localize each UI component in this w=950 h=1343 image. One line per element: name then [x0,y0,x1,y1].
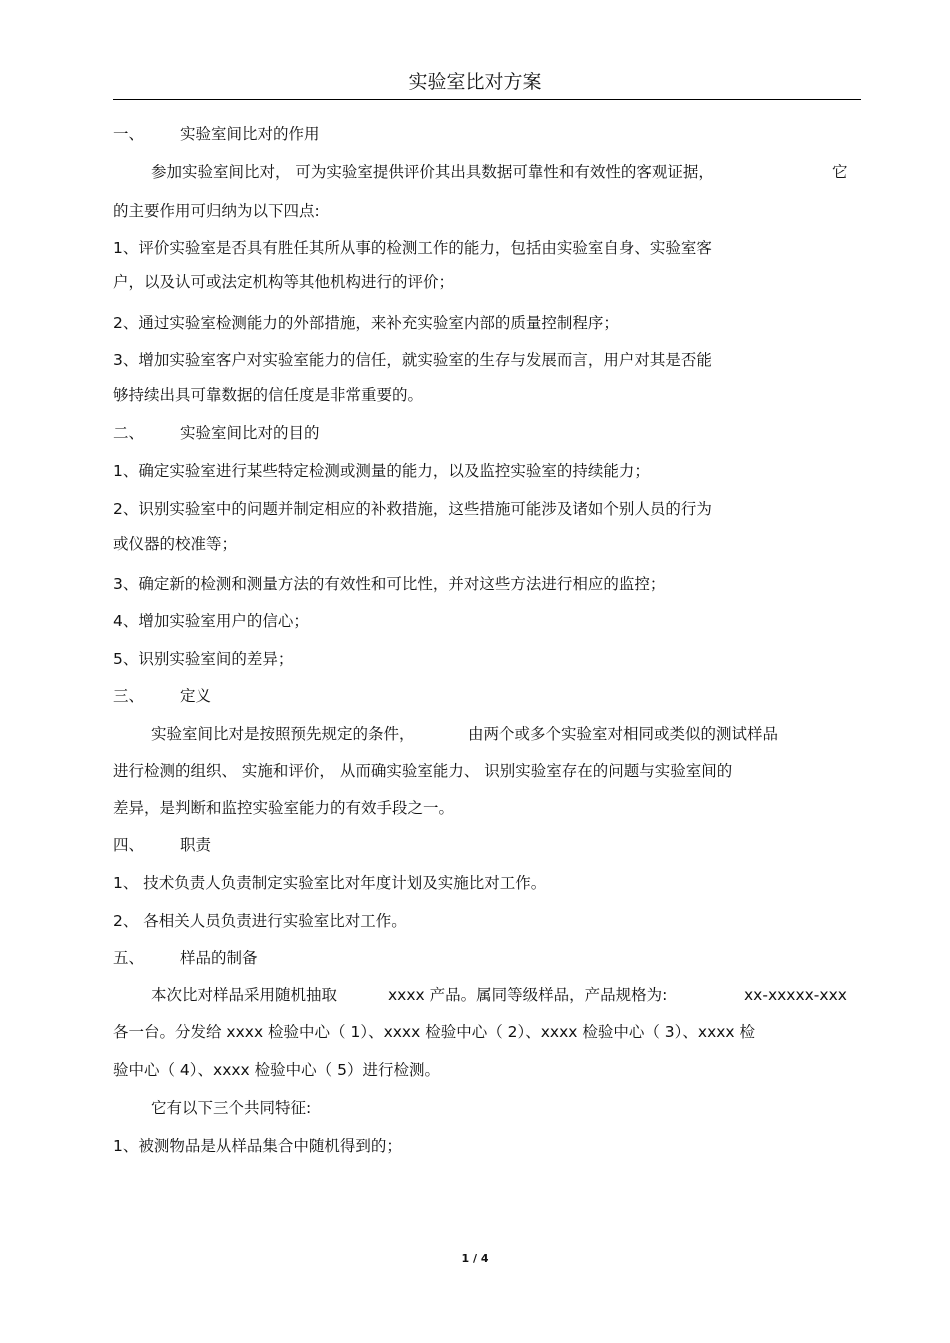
section-2-number: 二、 [113,424,145,442]
section-4-item-1: 1、 技术负责人负责制定实验室比对年度计划及实施比对工作。 [113,874,547,892]
section-2-item-1: 1、确定实验室进行某些特定检测或测量的能力，以及监控实验室的持续能力； [113,462,650,480]
section-1-intro-line-1a: 参加实验室间比对， 可为实验室提供评价其出具数据可靠性和有效性的客观证据， [151,163,714,181]
section-2-heading [113,421,320,445]
section-1-item-1-line-1: 1、评价实验室是否具有胜任其所从事的检测工作的能力，包括由实验室自身、实验室客 [113,239,712,257]
section-4-number: 四、 [113,836,145,854]
section-2-item-2-line-1: 2、识别实验室中的问题并制定相应的补救措施，这些措施可能涉及诸如个别人员的行为 [113,500,712,518]
section-1-item-2: 2、通过实验室检测能力的外部措施，来补充实验室内部的质量控制程序； [113,314,619,332]
section-5-title: 样品的制备 [180,949,258,967]
section-4-heading [113,833,211,857]
section-5-heading [113,946,258,970]
section-5-para-line-1b: xxxx 产品。属同等级样品，产品规格为: [388,986,668,1004]
section-3-para-line-1b: 由两个或多个实验室对相同或类似的测试样品 [468,725,779,743]
section-1-item-3-line-1: 3、增加实验室客户对实验室能力的信任，就实验室的生存与发展而言，用户对其是否能 [113,351,712,369]
section-4-title: 职责 [180,836,212,854]
section-3-number: 三、 [113,687,145,705]
title-underline [113,99,861,100]
section-5-para-line-1a: 本次比对样品采用随机抽取 [151,986,338,1004]
section-2-item-5: 5、识别实验室间的差异； [113,650,294,668]
section-1-intro-line-2: 的主要作用可归纳为以下四点: [113,202,320,220]
section-2-item-3: 3、确定新的检测和测量方法的有效性和可比性，并对这些方法进行相应的监控； [113,575,666,593]
section-5-number: 五、 [113,949,145,967]
section-3-title: 定义 [180,687,212,705]
section-1-intro-line-1b: 它 [832,163,848,181]
section-3-heading [113,684,211,708]
section-1-item-1-line-2: 户，以及认可或法定机构等其他机构进行的评价； [113,273,455,291]
section-5-para-line-3: 验中心（ 4）、xxxx 检验中心（ 5）进行检测。 [113,1061,440,1079]
section-2-item-4: 4、增加实验室用户的信心； [113,612,309,630]
section-2-title: 实验室间比对的目的 [180,424,320,442]
section-5-features-intro: 它有以下三个共同特征: [151,1099,312,1117]
section-1-heading [113,122,320,146]
section-1-number: 一、 [113,125,145,143]
section-3-para-line-1a: 实验室间比对是按照预先规定的条件， [151,725,415,743]
section-4-item-2: 2、 各相关人员负责进行实验室比对工作。 [113,912,407,930]
document-title: 实验室比对方案 [408,71,542,93]
section-5-para-line-1c: xx-xxxxx-xxx [744,986,847,1004]
section-5-para-line-2: 各一台。分发给 xxxx 检验中心（ 1）、xxxx 检验中心（ 2）、xxxx 检验中心（ 3）、xxxx 检 [113,1023,756,1041]
section-3-para-line-2: 进行检测的组织、 实施和评价， 从而确实验室能力、 识别实验室存在的问题与实验室间的 [113,762,733,780]
section-1-item-3-line-2: 够持续出具可靠数据的信任度是非常重要的。 [113,386,424,404]
page-number: 1 / 4 [461,1252,489,1265]
section-3-para-line-3: 差异，是判断和监控实验室能力的有效手段之一。 [113,799,455,817]
section-1-title: 实验室间比对的作用 [180,125,320,143]
section-5-feature-1: 1、被测物品是从样品集合中随机得到的； [113,1137,402,1155]
section-2-item-2-line-2: 或仪器的校准等； [113,535,238,553]
